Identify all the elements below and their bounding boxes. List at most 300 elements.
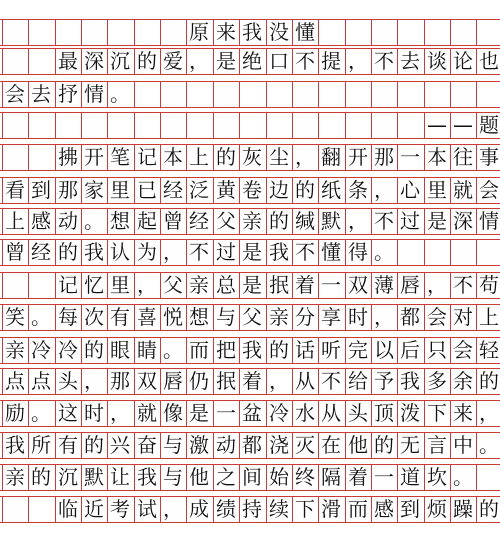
grid-character: 记 bbox=[137, 145, 157, 169]
grid-character: 里 bbox=[110, 178, 130, 202]
grid-column-line bbox=[160, 112, 161, 138]
grid-character: 只 bbox=[427, 338, 447, 362]
grid-character: 曾 bbox=[5, 240, 25, 264]
grid-character: 沉 bbox=[110, 49, 130, 73]
grid-character: 经 bbox=[163, 178, 183, 202]
grid-character: 懂 bbox=[295, 20, 315, 44]
grid-character: 的 bbox=[479, 497, 499, 521]
grid-character: 都 bbox=[400, 305, 420, 329]
grid-row-line bbox=[0, 363, 500, 364]
grid-character: 的 bbox=[137, 49, 157, 73]
grid-character: 的 bbox=[479, 369, 499, 393]
grid-character: ， bbox=[348, 49, 368, 73]
grid-character: 感 bbox=[374, 497, 394, 521]
grid-character: 考 bbox=[110, 497, 130, 521]
grid-character: 会 bbox=[453, 338, 473, 362]
grid-character: 一 bbox=[216, 401, 236, 425]
grid-character: 我 bbox=[269, 240, 289, 264]
grid-character: 总 bbox=[216, 273, 236, 297]
grid-character: 是 bbox=[189, 401, 209, 425]
grid-character: 动 bbox=[216, 433, 236, 457]
grid-character: 那 bbox=[110, 369, 130, 393]
grid-column-line bbox=[55, 19, 56, 45]
grid-character: 隔 bbox=[321, 465, 341, 489]
grid-character: 不 bbox=[295, 49, 315, 73]
grid-column-line bbox=[371, 81, 372, 107]
grid-character: 笔 bbox=[110, 145, 130, 169]
grid-character: 是 bbox=[242, 273, 262, 297]
grid-character: 看 bbox=[5, 178, 25, 202]
grid-character: 分 bbox=[295, 305, 315, 329]
grid-column-line bbox=[134, 19, 135, 45]
grid-character: 原 bbox=[189, 20, 209, 44]
grid-character: 深 bbox=[453, 209, 473, 233]
grid-column-line bbox=[476, 19, 477, 45]
grid-character: 下 bbox=[295, 497, 315, 521]
grid-column-line bbox=[2, 48, 3, 74]
grid-character: 冷 bbox=[31, 338, 51, 362]
grid-column-line bbox=[397, 81, 398, 107]
grid-column-line bbox=[345, 81, 346, 107]
grid-character: ， bbox=[163, 497, 183, 521]
grid-column-line bbox=[28, 144, 29, 170]
grid-column-line bbox=[107, 19, 108, 45]
grid-character: 兴 bbox=[110, 433, 130, 457]
grid-character: 上 bbox=[5, 209, 25, 233]
grid-character: 泼 bbox=[400, 401, 420, 425]
grid-column-line bbox=[213, 81, 214, 107]
grid-character: 的 bbox=[84, 433, 104, 457]
grid-character: ， bbox=[84, 369, 104, 393]
grid-character: 喜 bbox=[137, 305, 157, 329]
grid-character: 不 bbox=[189, 240, 209, 264]
grid-column-line bbox=[476, 81, 477, 107]
grid-character: 上 bbox=[189, 145, 209, 169]
grid-character: 心 bbox=[400, 178, 420, 202]
grid-character: 不 bbox=[321, 369, 341, 393]
grid-character: 给 bbox=[348, 369, 368, 393]
grid-character: 双 bbox=[137, 369, 157, 393]
grid-column-line bbox=[345, 112, 346, 138]
grid-character: 绩 bbox=[216, 497, 236, 521]
grid-character: 抒 bbox=[58, 82, 78, 106]
grid-character: 家 bbox=[84, 178, 104, 202]
grid-character: 。 bbox=[453, 465, 473, 489]
grid-character: 不 bbox=[374, 209, 394, 233]
grid-character: 与 bbox=[216, 305, 236, 329]
grid-character: 水 bbox=[295, 401, 315, 425]
grid-character: 不 bbox=[374, 49, 394, 73]
grid-character: 的 bbox=[295, 178, 315, 202]
grid-character: 爱 bbox=[163, 49, 183, 73]
grid-character: 续 bbox=[269, 497, 289, 521]
grid-character: 抿 bbox=[269, 273, 289, 297]
grid-character: 那 bbox=[374, 145, 394, 169]
grid-character: 谈 bbox=[427, 49, 447, 73]
grid-character: 话 bbox=[295, 338, 315, 362]
grid-character: 从 bbox=[295, 369, 315, 393]
grid-character: 灰 bbox=[242, 145, 262, 169]
grid-character: 动 bbox=[58, 209, 78, 233]
grid-column-line bbox=[28, 112, 29, 138]
grid-character: 。 bbox=[479, 433, 499, 457]
grid-character: ， bbox=[110, 401, 130, 425]
grid-row-line bbox=[0, 74, 500, 75]
grid-character: 让 bbox=[110, 465, 130, 489]
grid-column-line bbox=[450, 19, 451, 45]
grid-character: 头 bbox=[58, 369, 78, 393]
grid-column-line bbox=[476, 239, 477, 265]
grid-character: 父 bbox=[242, 305, 262, 329]
grid-character: 点 bbox=[5, 369, 25, 393]
grid-column-line bbox=[2, 19, 3, 45]
grid-row-line bbox=[0, 490, 500, 491]
grid-character: 论 bbox=[453, 49, 473, 73]
grid-row-line bbox=[0, 298, 500, 299]
grid-character: 他 bbox=[348, 433, 368, 457]
grid-character: 情 bbox=[84, 82, 104, 106]
grid-character: 想 bbox=[110, 209, 130, 233]
grid-character: 余 bbox=[453, 369, 473, 393]
grid-character: 已 bbox=[137, 178, 157, 202]
grid-column-line bbox=[2, 272, 3, 298]
grid-character: ， bbox=[374, 305, 394, 329]
grid-column-line bbox=[397, 239, 398, 265]
grid-character: 深 bbox=[84, 49, 104, 73]
grid-column-line bbox=[28, 272, 29, 298]
grid-row-line bbox=[0, 522, 500, 523]
grid-character: 不 bbox=[453, 273, 473, 297]
grid-character: 就 bbox=[137, 401, 157, 425]
grid-character: 的 bbox=[269, 338, 289, 362]
grid-character: 把 bbox=[216, 338, 236, 362]
grid-character: 眼 bbox=[110, 338, 130, 362]
grid-character: 仍 bbox=[189, 369, 209, 393]
grid-column-line bbox=[318, 19, 319, 45]
grid-character: 每 bbox=[58, 305, 78, 329]
grid-character: 尘 bbox=[269, 145, 289, 169]
grid-character: 多 bbox=[427, 369, 447, 393]
grid-character: 时 bbox=[84, 401, 104, 425]
grid-character: 来 bbox=[216, 20, 236, 44]
grid-character: 我 bbox=[5, 433, 25, 457]
grid-character: 悦 bbox=[163, 305, 183, 329]
grid-row-line bbox=[0, 394, 500, 395]
grid-character: ， bbox=[348, 209, 368, 233]
grid-column-line bbox=[107, 112, 108, 138]
grid-character: 着 bbox=[242, 369, 262, 393]
grid-column-line bbox=[160, 19, 161, 45]
grid-character: 盆 bbox=[242, 401, 262, 425]
grid-character: 头 bbox=[348, 401, 368, 425]
grid-character: 感 bbox=[31, 209, 51, 233]
grid-character: 情 bbox=[479, 209, 499, 233]
grid-character: 冷 bbox=[58, 338, 78, 362]
grid-character: 下 bbox=[427, 401, 447, 425]
grid-character: 道 bbox=[400, 465, 420, 489]
grid-character: 中 bbox=[453, 433, 473, 457]
grid-character: 激 bbox=[189, 433, 209, 457]
grid-character: 最 bbox=[58, 49, 78, 73]
grid-character: 的 bbox=[269, 209, 289, 233]
grid-character: 而 bbox=[348, 497, 368, 521]
grid-character: 是 bbox=[427, 209, 447, 233]
grid-character: 后 bbox=[400, 338, 420, 362]
grid-character: 。 bbox=[31, 401, 51, 425]
grid-column-line bbox=[424, 239, 425, 265]
grid-character: 绝 bbox=[242, 49, 262, 73]
grid-character: 到 bbox=[400, 497, 420, 521]
grid-character: 泛 bbox=[189, 178, 209, 202]
grid-character: 着 bbox=[348, 465, 368, 489]
grid-character: 我 bbox=[242, 20, 262, 44]
grid-character: 我 bbox=[137, 465, 157, 489]
grid-column-line bbox=[186, 81, 187, 107]
grid-character: 拂 bbox=[58, 145, 78, 169]
grid-character: 会 bbox=[427, 305, 447, 329]
grid-column-line bbox=[239, 81, 240, 107]
grid-character: 题 bbox=[479, 113, 499, 137]
grid-character: 就 bbox=[453, 178, 473, 202]
grid-character: 事 bbox=[479, 145, 499, 169]
grid-character: 。 bbox=[110, 82, 130, 106]
grid-character: 提 bbox=[321, 49, 341, 73]
grid-character: 到 bbox=[31, 178, 51, 202]
grid-character: 有 bbox=[110, 305, 130, 329]
grid-character: 完 bbox=[348, 338, 368, 362]
grid-column-line bbox=[371, 112, 372, 138]
grid-row-line bbox=[0, 458, 500, 459]
grid-character: 励 bbox=[5, 401, 25, 425]
grid-character: 我 bbox=[242, 338, 262, 362]
grid-character: 近 bbox=[84, 497, 104, 521]
grid-character: 过 bbox=[216, 240, 236, 264]
grid-character: 睛 bbox=[137, 338, 157, 362]
grid-character: 经 bbox=[31, 240, 51, 264]
grid-column-line bbox=[371, 19, 372, 45]
grid-character: ， bbox=[163, 240, 183, 264]
grid-column-line bbox=[450, 81, 451, 107]
grid-column-line bbox=[397, 19, 398, 45]
grid-character: 本 bbox=[427, 145, 447, 169]
grid-character: 时 bbox=[348, 305, 368, 329]
grid-character: 口 bbox=[269, 49, 289, 73]
grid-character: 缄 bbox=[295, 209, 315, 233]
grid-character: 黄 bbox=[216, 178, 236, 202]
grid-character: 得 bbox=[348, 240, 368, 264]
grid-character: 上 bbox=[479, 305, 499, 329]
grid-character: 奋 bbox=[137, 433, 157, 457]
grid-character: ， bbox=[427, 273, 447, 297]
grid-character: 而 bbox=[189, 338, 209, 362]
grid-character: 去 bbox=[400, 49, 420, 73]
grid-character: 亲 bbox=[5, 338, 25, 362]
grid-character: 往 bbox=[453, 145, 473, 169]
grid-character: 轻 bbox=[479, 338, 499, 362]
grid-column-line bbox=[186, 112, 187, 138]
grid-column-line bbox=[2, 496, 3, 522]
grid-character: 没 bbox=[269, 20, 289, 44]
grid-character: 记 bbox=[58, 273, 78, 297]
grid-character: 的 bbox=[216, 145, 236, 169]
grid-character: 无 bbox=[400, 433, 420, 457]
grid-character: 对 bbox=[453, 305, 473, 329]
grid-character: 认 bbox=[110, 240, 130, 264]
grid-character: 父 bbox=[163, 273, 183, 297]
grid-character: 忆 bbox=[84, 273, 104, 297]
grid-character: ， bbox=[374, 178, 394, 202]
grid-character: 浇 bbox=[269, 433, 289, 457]
grid-character: 间 bbox=[242, 465, 262, 489]
grid-character: 会 bbox=[479, 178, 499, 202]
grid-character: 。 bbox=[31, 305, 51, 329]
grid-character: 从 bbox=[321, 401, 341, 425]
grid-character: 不 bbox=[295, 240, 315, 264]
grid-character: 始 bbox=[269, 465, 289, 489]
grid-column-line bbox=[345, 19, 346, 45]
grid-column-line bbox=[55, 112, 56, 138]
grid-column-line bbox=[318, 112, 319, 138]
grid-column-line bbox=[81, 19, 82, 45]
grid-character: 里 bbox=[427, 178, 447, 202]
grid-character: 与 bbox=[163, 433, 183, 457]
grid-column-line bbox=[292, 112, 293, 138]
grid-character: — bbox=[427, 113, 447, 137]
grid-character: 。 bbox=[374, 240, 394, 264]
grid-character: 他 bbox=[189, 465, 209, 489]
grid-row-line bbox=[0, 234, 500, 235]
grid-column-line bbox=[318, 81, 319, 107]
grid-character: 双 bbox=[348, 273, 368, 297]
grid-character: 顶 bbox=[374, 401, 394, 425]
grid-character: 的 bbox=[374, 433, 394, 457]
grid-column-line bbox=[424, 19, 425, 45]
grid-character: 苟 bbox=[479, 273, 499, 297]
grid-character: 像 bbox=[163, 401, 183, 425]
grid-column-line bbox=[266, 81, 267, 107]
grid-character: 那 bbox=[58, 178, 78, 202]
grid-character: 我 bbox=[400, 369, 420, 393]
grid-column-line bbox=[28, 496, 29, 522]
grid-column-line bbox=[28, 48, 29, 74]
grid-column-line bbox=[81, 112, 82, 138]
grid-column-line bbox=[213, 112, 214, 138]
grid-character: 沉 bbox=[58, 465, 78, 489]
grid-character: 过 bbox=[400, 209, 420, 233]
grid-row-line bbox=[0, 203, 500, 204]
grid-column-line bbox=[476, 464, 477, 490]
grid-character: 。 bbox=[84, 209, 104, 233]
grid-character: 灭 bbox=[295, 433, 315, 457]
grid-character: 默 bbox=[84, 465, 104, 489]
grid-column-line bbox=[160, 81, 161, 107]
grid-row-line bbox=[0, 45, 500, 46]
grid-column-line bbox=[2, 144, 3, 170]
grid-character: 。 bbox=[163, 338, 183, 362]
grid-character: 亲 bbox=[242, 209, 262, 233]
grid-character: 与 bbox=[163, 465, 183, 489]
grid-character: 一 bbox=[321, 273, 341, 297]
grid-character: ， bbox=[189, 49, 209, 73]
grid-character: 以 bbox=[374, 338, 394, 362]
grid-character: 点 bbox=[31, 369, 51, 393]
grid-row-line bbox=[0, 330, 500, 331]
grid-character: 临 bbox=[58, 497, 78, 521]
grid-character: 我 bbox=[84, 240, 104, 264]
grid-column-line bbox=[424, 81, 425, 107]
grid-character: 坎 bbox=[427, 465, 447, 489]
grid-character: 里 bbox=[110, 273, 130, 297]
grid-column-line bbox=[239, 112, 240, 138]
grid-character: 条 bbox=[348, 178, 368, 202]
grid-character: 卷 bbox=[242, 178, 262, 202]
grid-character: 予 bbox=[374, 369, 394, 393]
grid-character: 会 bbox=[5, 82, 25, 106]
grid-character: 成 bbox=[189, 497, 209, 521]
grid-character: 享 bbox=[321, 305, 341, 329]
grid-row-line bbox=[0, 426, 500, 427]
grid-character: 去 bbox=[31, 82, 51, 106]
grid-character: 默 bbox=[321, 209, 341, 233]
grid-character: 唇 bbox=[400, 273, 420, 297]
grid-character: 终 bbox=[295, 465, 315, 489]
grid-column-line bbox=[28, 19, 29, 45]
grid-character: 纸 bbox=[321, 178, 341, 202]
grid-character: 薄 bbox=[374, 273, 394, 297]
grid-character: 这 bbox=[58, 401, 78, 425]
grid-character: 冷 bbox=[269, 401, 289, 425]
grid-character: 想 bbox=[189, 305, 209, 329]
grid-character: 亲 bbox=[189, 273, 209, 297]
grid-character: 在 bbox=[321, 433, 341, 457]
grid-row-line bbox=[0, 265, 500, 266]
grid-character: 懂 bbox=[321, 240, 341, 264]
grid-character: 曾 bbox=[163, 209, 183, 233]
grid-character: 持 bbox=[242, 497, 262, 521]
grid-character: 开 bbox=[348, 145, 368, 169]
grid-character: 经 bbox=[189, 209, 209, 233]
grid-character: 开 bbox=[84, 145, 104, 169]
grid-character: ， bbox=[269, 369, 289, 393]
grid-character: 是 bbox=[216, 49, 236, 73]
grid-character: 来 bbox=[453, 401, 473, 425]
grid-character: 之 bbox=[216, 465, 236, 489]
grid-character: 也 bbox=[479, 49, 499, 73]
grid-row-line bbox=[0, 138, 500, 139]
grid-character: — bbox=[453, 113, 473, 137]
grid-character: 一 bbox=[374, 465, 394, 489]
grid-character: ， bbox=[137, 273, 157, 297]
grid-character: 亲 bbox=[5, 465, 25, 489]
grid-character: 着 bbox=[295, 273, 315, 297]
grid-row-line bbox=[0, 107, 500, 108]
grid-character: ， bbox=[295, 145, 315, 169]
grid-column-line bbox=[134, 112, 135, 138]
grid-character: 笑 bbox=[5, 305, 25, 329]
grid-character: 言 bbox=[427, 433, 447, 457]
grid-character: 唇 bbox=[163, 369, 183, 393]
grid-character: 亲 bbox=[269, 305, 289, 329]
grid-character: 为 bbox=[137, 240, 157, 264]
grid-column-line bbox=[134, 81, 135, 107]
grid-character: ， bbox=[479, 401, 499, 425]
grid-character: 都 bbox=[242, 433, 262, 457]
grid-row-line bbox=[0, 170, 500, 171]
grid-character: 起 bbox=[137, 209, 157, 233]
grid-character: 抿 bbox=[216, 369, 236, 393]
grid-character: 本 bbox=[163, 145, 183, 169]
grid-column-line bbox=[450, 239, 451, 265]
